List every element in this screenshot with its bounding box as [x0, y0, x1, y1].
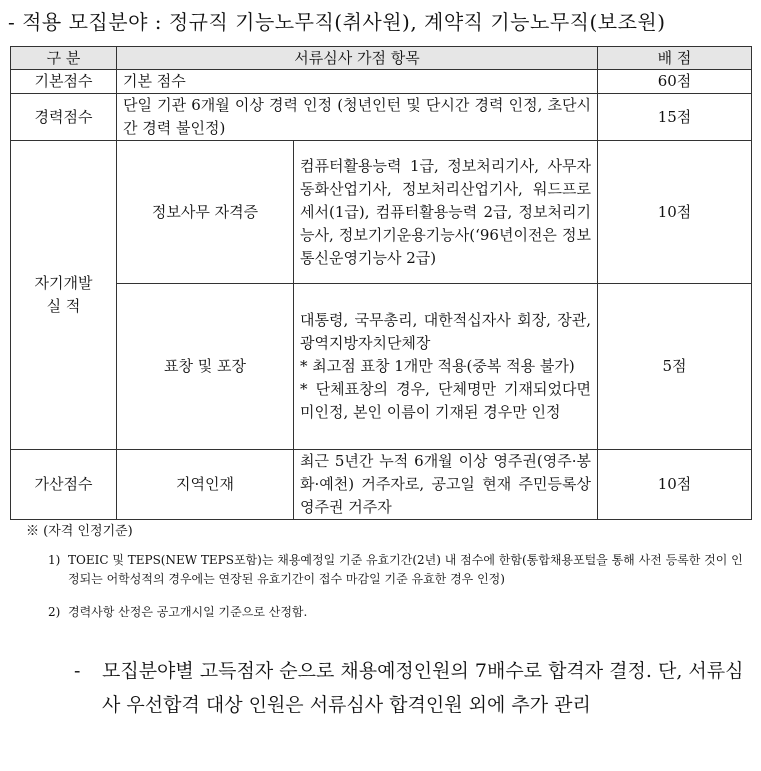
basic-category: 기본점수 [11, 70, 117, 94]
note-number: 1) [48, 553, 61, 567]
award-item: 대통령, 국무총리, 대한적십자사 회장, 장관, 광역지방자치단체장 * 최고점 표창 1개만 적용(중복 적용 불가) * 단체표창의 경우, 단체명만 기재되었다면 미인정, 본인 이름이 기재된 경우만 인정 [294, 284, 598, 450]
selection-rule [74, 654, 750, 722]
header-score: 배 점 [598, 47, 752, 70]
career-category: 경력점수 [11, 94, 117, 141]
note-text: 경력사항 산정은 공고개시일 기준으로 산정함. [68, 605, 308, 619]
notes-heading: ※ (자격 인정기준) [26, 524, 133, 539]
note-item [48, 603, 748, 622]
note-number: 2) [48, 605, 61, 619]
award-subcategory: 표창 및 포장 [117, 284, 294, 450]
cert-score: 10점 [598, 141, 752, 284]
basic-score: 60점 [598, 70, 752, 94]
notes-section [26, 522, 748, 622]
table-row-career [11, 94, 752, 141]
bonus-category: 가산점수 [11, 450, 117, 520]
page-title: - 적용 모집분야 : 정규직 기능노무직(취사원), 계약직 기능노무직(보조원) [8, 10, 666, 34]
table-row-bonus [11, 450, 752, 520]
note-item [48, 551, 748, 589]
table-header-row [11, 47, 752, 70]
table-row-award [11, 284, 752, 450]
award-score: 5점 [598, 284, 752, 450]
scoring-table [10, 46, 752, 520]
table-row-basic [11, 70, 752, 94]
header-category: 구 분 [11, 47, 117, 70]
table-row-cert [11, 141, 752, 284]
cert-item: 컴퓨터활용능력 1급, 정보처리기사, 사무자동화산업기사, 정보처리산업기사, 워드프로세서(1급), 컴퓨터활용능력 2급, 정보처리기능사, 정보기기운용기능사(‘96년이전은 정보통신운영기능사 2급) [294, 141, 598, 284]
selection-rule-text: 모집분야별 고득점자 순으로 채용예정인원의 7배수로 합격자 결정. 단, 서류심사 우선합격 대상 인원은 서류심사 합격인원 외에 추가 관리 [102, 660, 744, 716]
basic-item: 기본 점수 [117, 70, 598, 94]
bullet-dash: - [74, 660, 81, 682]
career-score: 15점 [598, 94, 752, 141]
bonus-subcategory: 지역인재 [117, 450, 294, 520]
note-text: TOEIC 및 TEPS(NEW TEPS포함)는 채용예정일 기준 유효기간(2년) 내 점수에 한함(통합채용포털을 통해 사전 등록한 것이 인정되는 어학성적의 경우에는 연장된 유효기간이 접수 마감일 기준 유효한 경우 인정) [68, 553, 743, 586]
bonus-score: 10점 [598, 450, 752, 520]
bonus-item: 최근 5년간 누적 6개월 이상 영주권(영주·봉화·예천) 거주자로, 공고일 현재 주민등록상 영주권 거주자 [294, 450, 598, 520]
header-item: 서류심사 가점 항목 [117, 47, 598, 70]
career-item: 단일 기관 6개월 이상 경력 인정 (청년인턴 및 단시간 경력 인정, 초단시간 경력 불인정) [117, 94, 598, 141]
self-dev-category: 자기개발 실 적 [11, 141, 117, 450]
cert-subcategory: 정보사무 자격증 [117, 141, 294, 284]
